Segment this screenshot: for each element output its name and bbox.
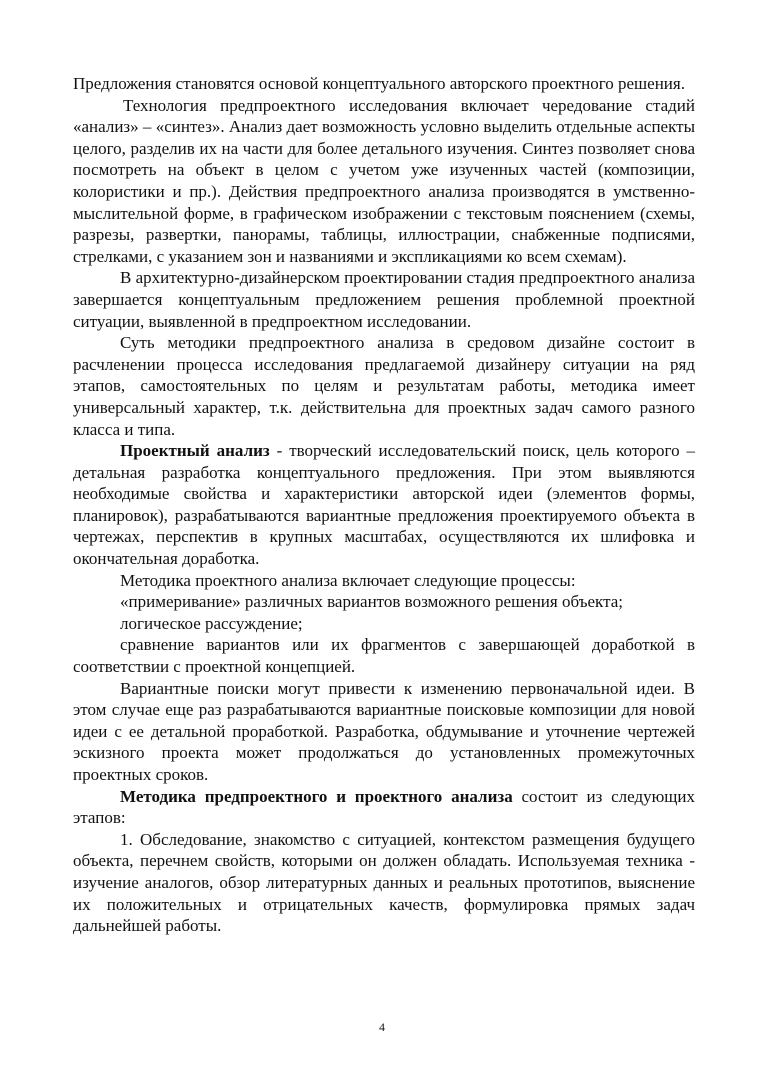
paragraph xyxy=(73,613,695,635)
paragraph-text: сравнение вариантов или их фрагментов с завершающей доработкой в соответствии с проектной концепцией. xyxy=(73,635,695,677)
paragraph xyxy=(73,678,695,786)
paragraph-text: Технология предпроектного исследования включает чередование стадий «анализ» – «синтез». Анализ дает возможность условно выделить отдельные аспекты целого, разделив их на части для более детального изучения. Синтез позволяет снова посмотреть на объект в целом с учетом уже изученных частей (композиции, колористики и пр.). Действия предпроектного анализа производятся в умственно-мыслительной форме, в графическом изображении с текстовым пояснением (схемы, разрезы, развертки, панорамы, таблицы, иллюстрации, снабженные подписями, стрелками, с указанием зон и названиями и экспликациями ко всем схемам). xyxy=(73,95,695,266)
paragraph xyxy=(73,634,695,677)
paragraph xyxy=(73,786,695,829)
paragraph-text: состоит из следующих этапов: xyxy=(73,786,695,828)
paragraph xyxy=(73,591,695,613)
paragraph xyxy=(73,440,695,570)
paragraph xyxy=(73,570,695,592)
page-number: 4 xyxy=(379,1020,385,1034)
paragraph xyxy=(73,95,695,268)
paragraph-text: - творческий исследовательский поиск, цель которого – детальная разработка концептуального предложения. При этом выявляются необходимые свойства и характеристики авторской идеи (элементов формы, планировок), разрабатываются вариантные предложения проектируемого объекта в чертежах, перспектив в крупных масштабах, осуществляются их шлифовка и окончательная доработка. xyxy=(73,441,695,569)
paragraph-text: Предложения становятся основой концептуального авторского проектного решения. xyxy=(73,74,685,93)
paragraph-text: Методика проектного анализа включает следующие процессы: xyxy=(120,570,576,590)
paragraph xyxy=(73,267,695,332)
bold-term: Методика предпроектного и проектного анализа xyxy=(120,786,513,806)
paragraph-text: «примеривание» различных вариантов возможного решения объекта; xyxy=(120,592,623,612)
body-text xyxy=(73,73,695,937)
paragraph-text: 1. Обследование, знакомство с ситуацией, контекстом размещения будущего объекта, перечнем свойств, которыми он должен обладать. Используемая техника - изучение аналогов, обзор литературных данных и реальных прототипов, выяснение их положительных и отрицательных качеств, формулировка прямых задач дальнейшей работы. xyxy=(73,829,695,936)
paragraph xyxy=(73,829,695,937)
bold-term: Проектный анализ xyxy=(120,441,270,461)
paragraph xyxy=(73,73,695,95)
paragraph-text: В архитектурно-дизайнерском проектировании стадия предпроектного анализа завершается концептуальным предложением решения проблемной проектной ситуации, выявленной в предпроектном исследовании. xyxy=(73,268,695,331)
paragraph-text: логическое рассуждение; xyxy=(120,613,303,633)
paragraph xyxy=(73,332,695,440)
paragraph-text: Суть методики предпроектного анализа в средовом дизайне состоит в расчленении процесса исследования предлагаемой дизайнеру ситуации на ряд этапов, самостоятельных по целям и результатам работы, методика имеет универсальный характер, т.к. действительна для проектных задач самого разного класса и типа. xyxy=(73,333,695,439)
paragraph-text: Вариантные поиски могут привести к изменению первоначальной идеи. В этом случае еще раз разрабатываются вариантные поисковые композиции для новой идеи с ее детальной проработкой. Разработка, обдумывание и уточнение чертежей эскизного проекта может продолжаться до установленных промежуточных проектных сроков. xyxy=(73,678,695,784)
